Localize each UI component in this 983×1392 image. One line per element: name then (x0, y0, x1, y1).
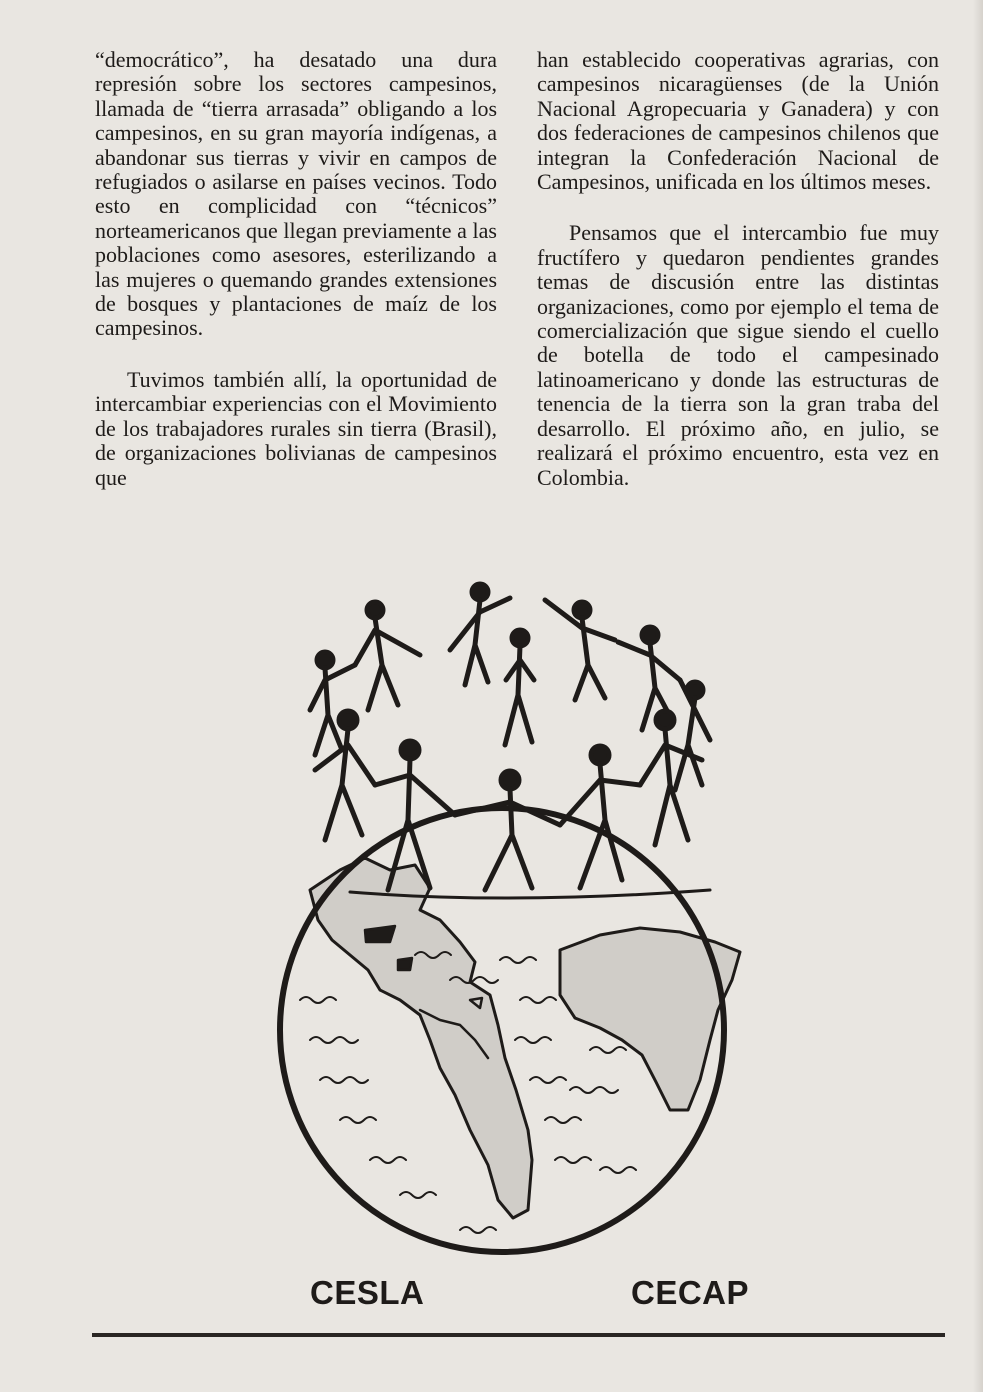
paragraph: “democrático”, ha desatado una dura represión sobre los sectores campesinos, llamada de “tierra arrasada” obligando a los campesinos, en su gran mayoría indígenas, a abandonar sus tierras y vivir en campos de refugiados o asilarse en países vecinos. Todo esto en complicidad con “técnicos” norteamericanos que llegan previamente a las poblaciones como asesores, esterilizando a las mujeres o quemando grandes extensiones de bosques y plantaciones de maíz de los campesinos. (95, 47, 497, 341)
dancer (455, 771, 560, 890)
dancer (505, 630, 534, 745)
globe-dancers-illustration (270, 570, 770, 1260)
paragraph: han establecido cooperativas agrarias, con campesinos nicaragüenses (de la Unión Nacional Agropecuaria y Ganadera) y con dos federaciones de campesinos chilenos que integran la Confederación Nacional de Campesinos, unificada en los últimos meses. (537, 47, 939, 195)
page-edge (973, 0, 983, 1392)
africa-landmass (560, 928, 740, 1110)
dancer (545, 600, 615, 700)
cecap-logo: CECAP (631, 1274, 750, 1311)
paragraph: Tuvimos también allí, la oportunidad de intercambiar experiencias con el Movimiento de los trabajadores rurales sin tierra (Brasil), de organizaciones bolivianas de campesinos que (95, 366, 497, 490)
paragraph: Pensamos que el intercambio fue muy fructífero y quedaron pendientes grandes temas de discusión entre las distintas organizaciones, como por ejemplo el tema de comercialización que sigue siendo el cuello de botella de todo el campesinado latinoamericano y donde las estructuras de tenencia de la tierra son la gran traba del desarrollo. El próximo año, en julio, se realizará el próximo encuentro, esta vez en Colombia. (537, 220, 939, 490)
dancer (640, 711, 702, 845)
bottom-rule (92, 1333, 945, 1337)
dancer (450, 584, 510, 685)
dancer (675, 680, 710, 790)
dancers-ring (310, 584, 710, 890)
dancer (355, 602, 420, 710)
left-text-column (95, 48, 497, 517)
cesla-logo: CESLA (310, 1274, 425, 1311)
right-text-column (537, 48, 939, 517)
